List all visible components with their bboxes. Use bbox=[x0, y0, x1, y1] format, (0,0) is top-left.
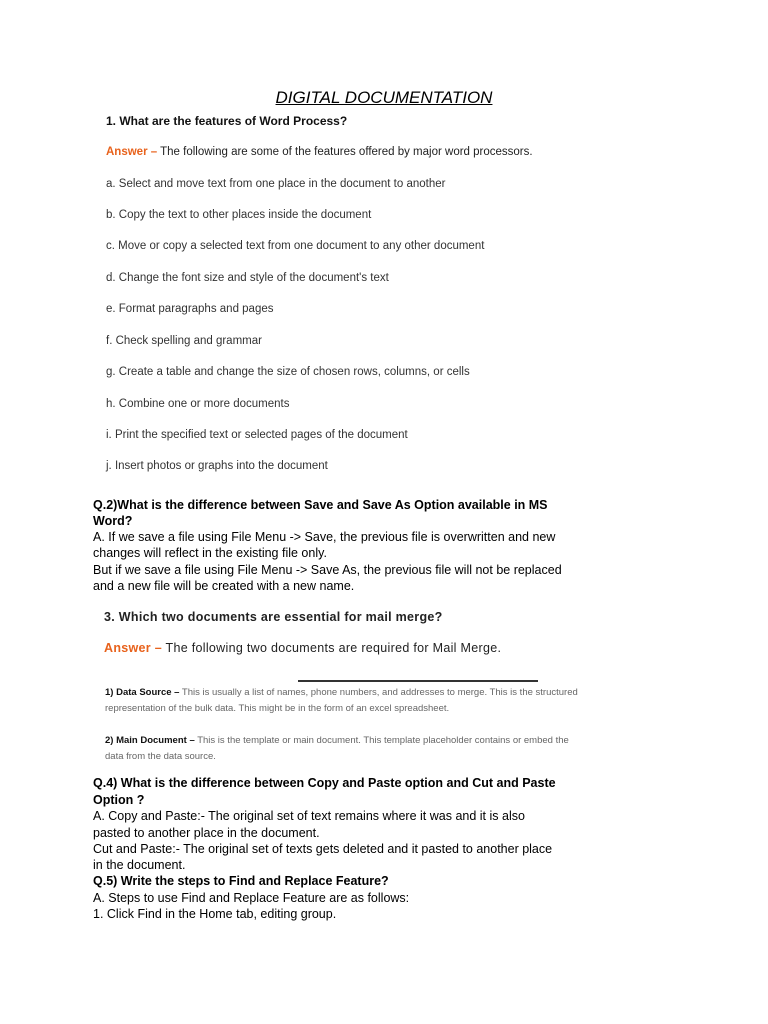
main-document-line-2: data from the data source. bbox=[105, 751, 216, 762]
question-5: Q.5) Write the steps to Find and Replace Feature? bbox=[93, 874, 389, 888]
feature-item: j. Insert photos or graphs into the document bbox=[106, 460, 328, 472]
data-source-line-1 bbox=[105, 685, 578, 701]
question-4-line-2: Option ? bbox=[93, 793, 145, 807]
answer-5-line: 1. Click Find in the Home tab, editing group. bbox=[93, 907, 337, 921]
main-document-text: This is the template or main document. This template placeholder contains or embed the bbox=[194, 735, 569, 746]
answer-label: Answer – bbox=[106, 146, 158, 158]
answer-4-line: Cut and Paste:- The original set of texts gets deleted and it pasted to another place bbox=[93, 842, 553, 856]
answer-5-line: A. Steps to use Find and Replace Feature are as follows: bbox=[93, 891, 410, 905]
question-1: 1. What are the features of Word Process? bbox=[106, 114, 348, 128]
answer-2-line: But if we save a file using File Menu -> Save As, the previous file will not be replaced bbox=[93, 563, 562, 577]
answer-2-line: changes will reflect in the existing file only. bbox=[93, 546, 327, 560]
data-source-text: This is usually a list of names, phone numbers, and addresses to merge. This is the structured bbox=[179, 687, 578, 698]
question-4-line-1: Q.4) What is the difference between Copy and Paste option and Cut and Paste bbox=[93, 776, 556, 790]
answer-3-intro bbox=[104, 641, 501, 655]
answer-1-intro bbox=[106, 146, 533, 158]
answer-4-line: pasted to another place in the document. bbox=[93, 826, 320, 840]
feature-item: c. Move or copy a selected text from one document to any other document bbox=[106, 240, 485, 252]
data-source-line-2: representation of the bulk data. This might be in the form of an excel spreadsheet. bbox=[105, 703, 450, 714]
answer-3-text: The following two documents are required for Mail Merge. bbox=[161, 641, 502, 655]
feature-item: g. Create a table and change the size of chosen rows, columns, or cells bbox=[106, 366, 470, 378]
feature-item: e. Format paragraphs and pages bbox=[106, 303, 274, 315]
answer-1-text: The following are some of the features offered by major word processors. bbox=[157, 146, 533, 158]
answer-4-line: A. Copy and Paste:- The original set of text remains where it was and it is also bbox=[93, 809, 525, 823]
feature-item: f. Check spelling and grammar bbox=[106, 335, 262, 347]
answer-label: Answer – bbox=[104, 641, 162, 655]
feature-item: d. Change the font size and style of the document's text bbox=[106, 272, 389, 284]
answer-4-line: in the document. bbox=[93, 858, 186, 872]
answer-2-line: A. If we save a file using File Menu -> Save, the previous file is overwritten and new bbox=[93, 530, 556, 544]
question-2-line-1: Q.2)What is the difference between Save and Save As Option available in MS bbox=[93, 498, 548, 512]
main-document-title: 2) Main Document – bbox=[105, 735, 195, 746]
main-document-line-1 bbox=[105, 733, 569, 749]
feature-item: b. Copy the text to other places inside the document bbox=[106, 209, 372, 221]
answer-2-line: and a new file will be created with a new name. bbox=[93, 579, 355, 593]
document-title: DIGITAL DOCUMENTATION bbox=[275, 88, 493, 107]
question-2-line-2: Word? bbox=[93, 514, 133, 528]
feature-item: h. Combine one or more documents bbox=[106, 398, 290, 410]
data-source-title: 1) Data Source – bbox=[105, 687, 180, 698]
feature-item: i. Print the specified text or selected pages of the document bbox=[106, 429, 408, 441]
question-3: 3. Which two documents are essential for mail merge? bbox=[104, 610, 443, 624]
feature-item: a. Select and move text from one place in the document to another bbox=[106, 178, 446, 190]
divider bbox=[298, 680, 538, 682]
